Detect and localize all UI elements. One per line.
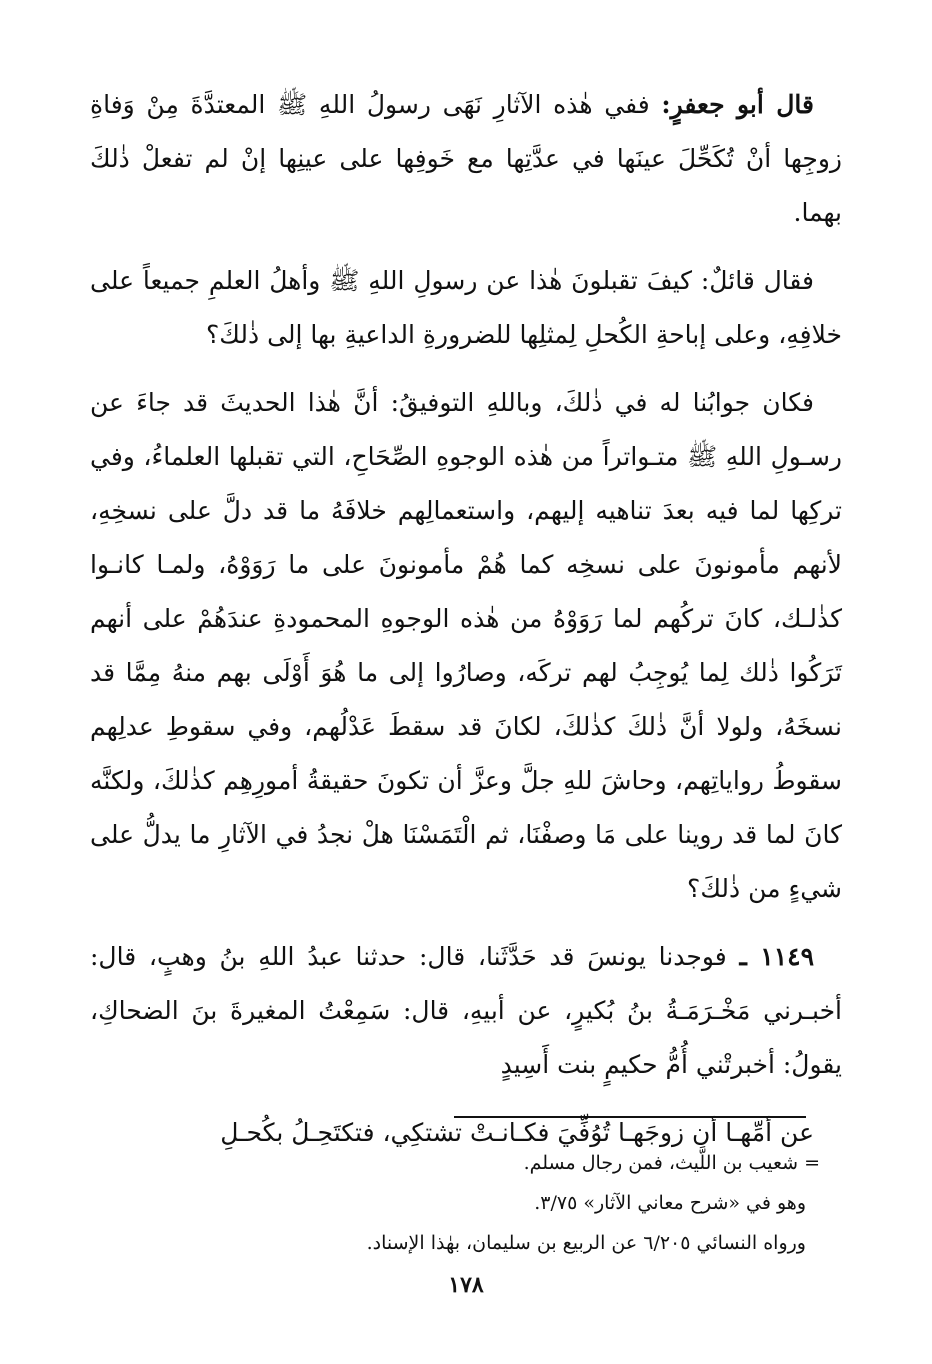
paragraph-objection <box>90 254 842 362</box>
footnotes <box>110 1143 820 1263</box>
paragraph-text: ففي هٰذه الآثارِ نَهَى رسولُ اللهِ ﷺ المعتدَّةَ مِنْ وَفاةِ زوجِها أنْ تُكَحِّلَ عينَها في عدَّتِها مع خَوفِها على عينِها إنْ لم تفعلْ ذٰلكَ بهما. <box>90 90 842 227</box>
page-number: ١٧٨ <box>448 1272 484 1298</box>
hadith-number: ١١٤٩ ـ <box>739 942 814 971</box>
paragraph-text: فكان جوابُنا له في ذٰلكَ، وباللهِ التوفيقُ: أنَّ هٰذا الحديثَ قد جاءَ عن رسـولِ اللهِ ﷺ متـواتراً من هٰذه الوجوهِ الصِّحَاحِ، التي تقبلها العلماءُ، وفي تركِها لما فيه بعدَ تناهيه إليهم، واستعمالِهم خلافَهُ ما قد دلَّ على نسخِهِ، لأنهم مأمونونَ على نسخِه كما هُمْ مأمونونَ على ما رَوَوْهُ، ولمـا كانـوا كذٰلـك، كانَ تركُهم لما رَوَوْهُ من هٰذه الوجوهِ المحمودةِ عندَهُمْ على أنهم تَرَكُوا ذٰلك لِما يُوجِبُ لهم تركَه، وصارُوا إلى ما هُوَ أَوْلَى بهم منهُ مِمَّا قد نسخَهُ، ولولا أنَّ ذٰلكَ كذٰلكَ، لكانَ قد سقطَ عَدْلُهم، وفي سقوطِ عدلِهم سقوطُ رواياتِهم، وحاشَ للهِ جلَّ وعزَّ أن تكونَ حقيقةُ أمورِهِم كذٰلكَ، ولكنَّه كانَ لما قد روينا على مَا وصفْنَا، ثم الْتَمَسْنَا هلْ نجدُ في الآثارِ ما يدلُّ على شيءٍ من ذٰلكَ؟ <box>90 388 842 903</box>
paragraph-answer <box>90 376 842 916</box>
paragraph-text: فقال قائلٌ: كيفَ تقبلونَ هٰذا عن رسولِ اللهِ ﷺ وأهلُ العلمِ جميعاً على خلافِهِ، وعلى إباحةِ الكُحلِ لِمثلِها للضرورةِ الداعيةِ بها إلى ذٰلكَ؟ <box>90 266 842 349</box>
paragraph-hadith-1149 <box>90 930 842 1092</box>
footnote-line: ورواه النسائي ٦/٢٠٥ عن الربيع بن سليمان، بهٰذا الإسناد. <box>366 1232 806 1254</box>
footnote-separator-rule <box>454 1116 806 1118</box>
footnote-line: = شعيب بن اللَّيث، فمن رجال مسلم. <box>523 1152 820 1174</box>
paragraph-abu-jafar <box>90 78 842 240</box>
paragraph-text: فوجدنا يونسَ قد حَدَّثَنا، قال: حدثنا عبدُ اللهِ بنُ وهبٍ، قال: أخبـرني مَخْـرَمَـةُ بنُ بُكيرٍ، عن أبيهِ، قال: سَمِعْتُ المغيرةَ بنَ الضحاكِ، يقولُ: أخبرتْني أُمُّ حكيمٍ بنت أَسِيدٍ <box>90 942 842 1079</box>
paragraph-lead: قال أبو جعفرٍ: <box>661 90 814 119</box>
paragraph-text: عن أمِّهـا أن زوجَهـا تُوُفِّيَ فكـانـتْ تشتكِي، فتكتَحِـلُ بكُحـلِ <box>220 1118 814 1147</box>
main-text-body <box>90 78 842 1174</box>
footnote-line: وهو في «شرح معاني الآثار» ٣/٧٥. <box>534 1192 806 1214</box>
